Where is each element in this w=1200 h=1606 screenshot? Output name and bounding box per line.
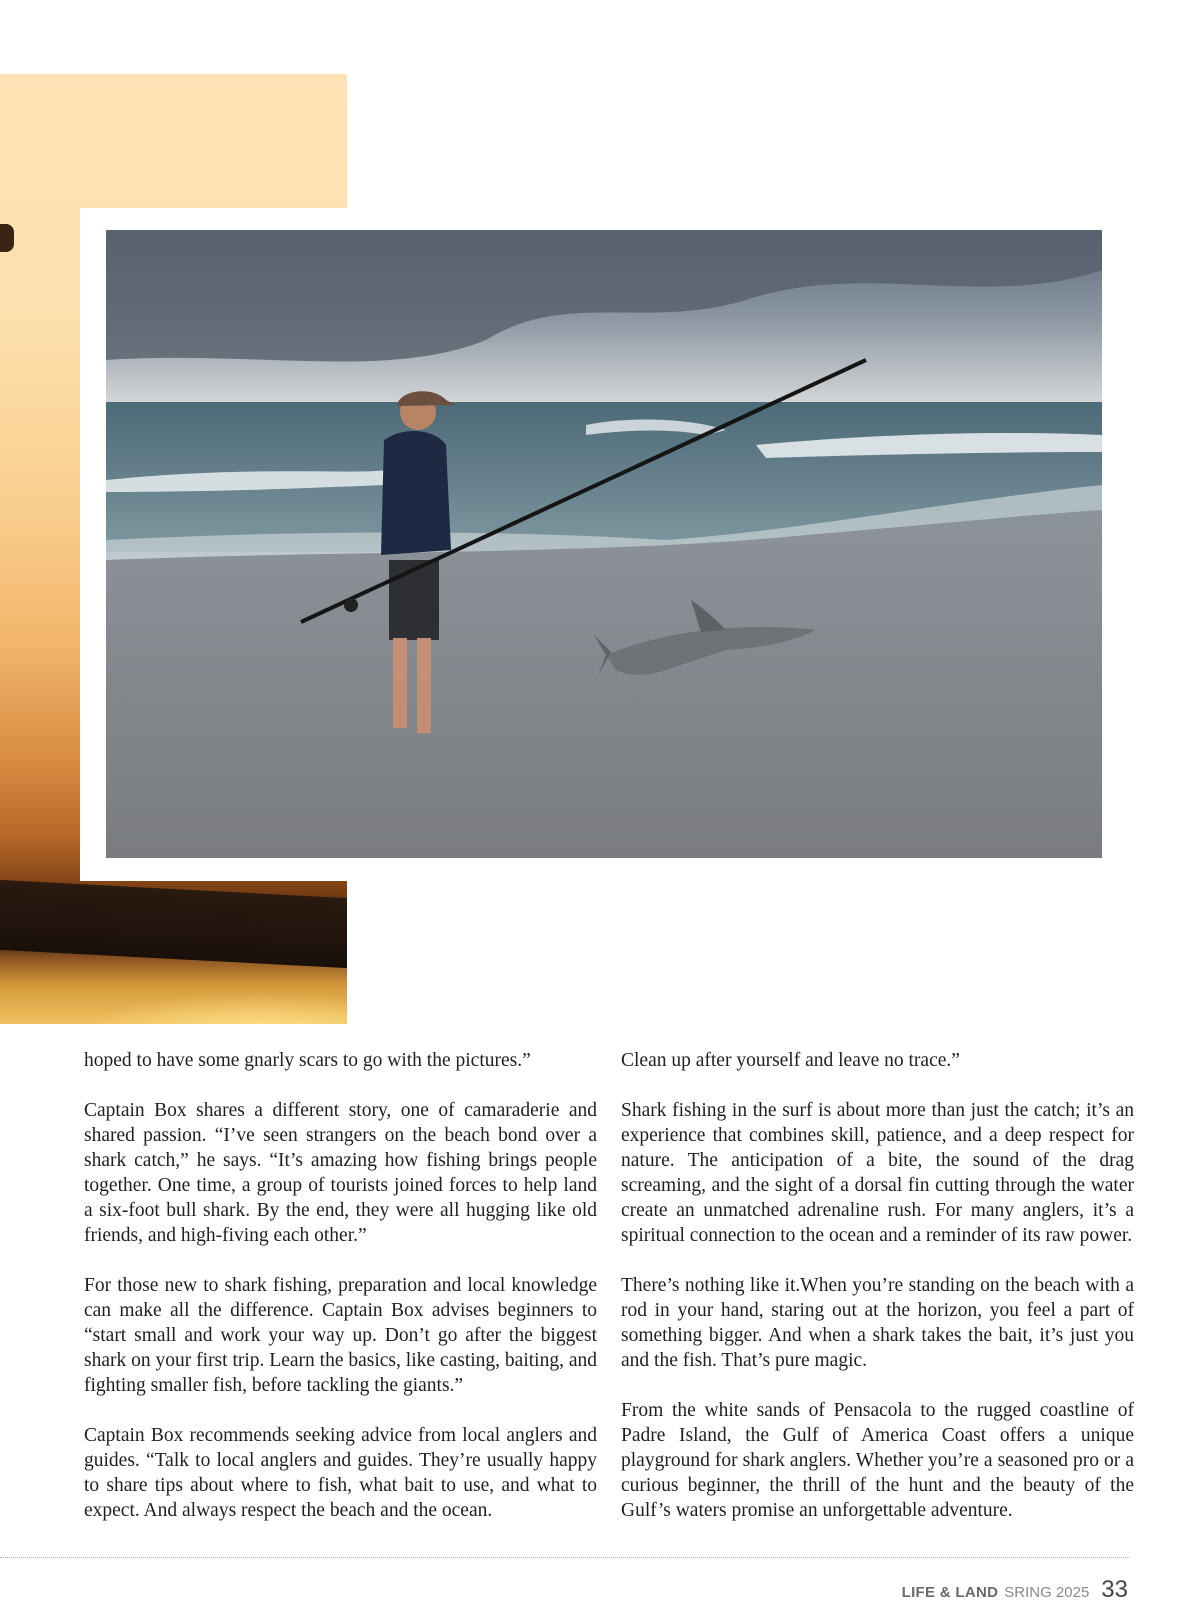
silhouette-detail bbox=[0, 224, 14, 252]
boat-rail-silhouette bbox=[0, 880, 347, 968]
footer-divider bbox=[0, 1557, 1130, 1558]
article-right-column bbox=[621, 1048, 1134, 1548]
page-footer bbox=[902, 1576, 1128, 1604]
paragraph: From the white sands of Pensacola to the rugged coastline of Padre Island, the Gulf of America Coast offers a unique playground for shark anglers. Whether you’re a seasoned pro or a curious beginner, the thrill of the hunt and the beauty of the Gulf’s waters promise an unforgettable adventure. bbox=[621, 1400, 1134, 1521]
magazine-brand: LIFE & LAND bbox=[901, 1584, 999, 1601]
paragraph: Shark fishing in the surf is about more than just the catch; it’s an experience that combines skill, patience, and a deep respect for nature. The anticipation of a bite, the sound of the drag screaming, and the sight of a dorsal fin cutting through the water create an unmatched adrenaline rush. For many anglers, it’s a spiritual connection to the ocean and a reminder of its raw power. bbox=[621, 1100, 1134, 1246]
page-number: 33 bbox=[1101, 1576, 1128, 1603]
photo-illustration bbox=[106, 230, 1102, 858]
issue-label: SRING 2025 bbox=[1004, 1584, 1090, 1601]
paragraph: Captain Box recommends seeking advice from local anglers and guides. “Talk to local anglers and guides. They’re usually happy to share tips about where to fish, what bait to use, and what to expect. And always respect the beach and the ocean. bbox=[84, 1425, 597, 1521]
angler-shark-beach-photo bbox=[106, 230, 1102, 858]
paragraph: Captain Box shares a different story, one of camaraderie and shared passion. “I’ve seen strangers on the beach bond over a shark catch,” he says. “It’s amazing how fishing brings people together. One time, a group of tourists joined forces to help land a six-foot bull shark. By the end, they were all hugging like old friends, and high-fiving each other.” bbox=[84, 1100, 597, 1246]
paragraph: For those new to shark fishing, preparation and local knowledge can make all the difference. Captain Box advises beginners to “start small and work your way up. Don’t go after the biggest shark on your first trip. Learn the basics, like casting, baiting, and fighting smaller fish, before tackling the giants.” bbox=[84, 1275, 597, 1396]
paragraph: There’s nothing like it.When you’re standing on the beach with a rod in your hand, staring out at the horizon, you feel a part of something bigger. And when a shark takes the bait, it’s just you and the fish. That’s pure magic. bbox=[621, 1275, 1134, 1371]
article-left-column bbox=[84, 1048, 597, 1548]
paragraph: Clean up after yourself and leave no trace.” bbox=[621, 1050, 960, 1071]
paragraph: hoped to have some gnarly scars to go with the pictures.” bbox=[84, 1050, 531, 1071]
